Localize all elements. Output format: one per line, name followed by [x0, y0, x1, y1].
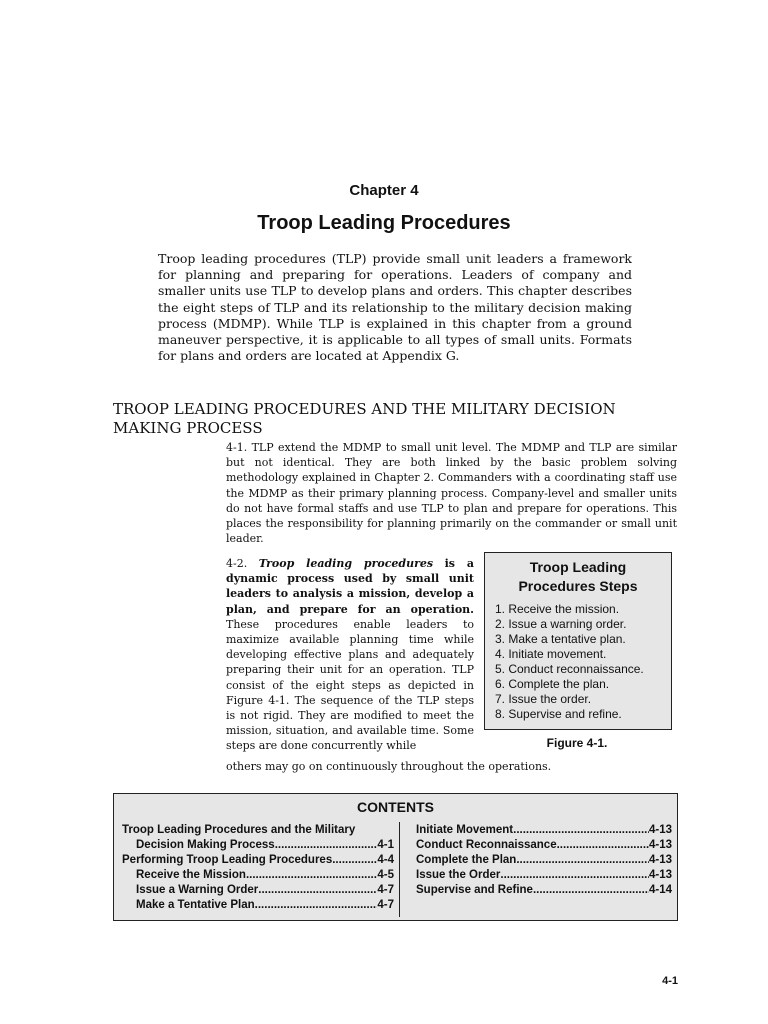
toc-label: Performing Troop Leading Procedures: [122, 854, 333, 866]
toc-leader: [533, 883, 649, 898]
step-item: 1. Receive the mission.: [495, 602, 620, 616]
toc-page: 4-13: [648, 839, 672, 851]
toc-entry[interactable]: [122, 823, 394, 838]
toc-leader: [246, 868, 377, 883]
contents-divider: [399, 822, 400, 917]
toc-page: 4-13: [648, 824, 672, 836]
step-item: 3. Make a tentative plan.: [495, 632, 626, 646]
definition-text: is a dynamic process used by small unit leaders to analysis a mission, develop a plan, and prepare for an operation.: [226, 557, 474, 616]
toc-page: 4-5: [377, 869, 394, 881]
step-item: 7. Issue the order.: [495, 692, 592, 706]
tlp-steps-figure: [484, 552, 672, 730]
toc-page: 4-13: [648, 854, 672, 866]
toc-page: 4-7: [377, 899, 394, 911]
step-item: 5. Conduct reconnaissance.: [495, 662, 644, 676]
toc-leader: [500, 868, 649, 883]
step-item: 2. Issue a warning order.: [495, 617, 627, 631]
paragraph-4-1: 4-1. TLP extend the MDMP to small unit level. The MDMP and TLP are similar but not identical. They are both linked by the basic problem solving methodology explained in Chapter 2. Commanders with a coordinating staff use the MDMP as their primary planning process. Company-level and smaller units do not have formal staffs and use TLP to plan and prepare for operations. This places the responsibility for planning primarily on the commander or small unit leader.: [226, 441, 677, 546]
contents-right-column: [416, 823, 672, 898]
toc-label: Conduct Reconnaissance: [416, 839, 557, 851]
paragraph-number: 4-2.: [226, 557, 248, 570]
toc-label: Complete the Plan: [416, 854, 517, 866]
toc-entry[interactable]: [416, 853, 672, 868]
chapter-label: Chapter 4: [349, 182, 419, 199]
figure-title-line-1: Troop Leading: [529, 559, 627, 575]
toc-leader: [516, 853, 649, 868]
paragraph-4-2: [226, 556, 474, 754]
toc-page: 4-4: [377, 854, 394, 866]
figure-title: [485, 558, 671, 596]
chapter-title: Troop Leading Procedures: [257, 212, 511, 234]
toc-label: Supervise and Refine: [416, 884, 533, 896]
toc-label: Issue the Order: [416, 869, 501, 881]
toc-entry[interactable]: [416, 823, 672, 838]
toc-entry[interactable]: [416, 838, 672, 853]
paragraph-4-2-continuation: others may go on continuously throughout the operations.: [226, 760, 552, 773]
toc-page: 4-13: [648, 869, 672, 881]
step-item: 6. Complete the plan.: [495, 677, 610, 691]
step-item: 4. Initiate movement.: [495, 647, 607, 661]
toc-leader: [255, 898, 378, 913]
contents-title: CONTENTS: [357, 799, 434, 815]
toc-leader: [258, 883, 377, 898]
toc-entry[interactable]: [122, 868, 394, 883]
toc-label: Receive the Mission: [136, 869, 246, 881]
section-heading: TROOP LEADING PROCEDURES AND THE MILITARY DECISION MAKING PROCESS: [113, 400, 616, 437]
toc-entry[interactable]: [122, 898, 394, 913]
toc-leader: [275, 838, 378, 853]
toc-leader: [332, 853, 377, 868]
toc-page: 4-1: [377, 839, 394, 851]
contents-left-column: [122, 823, 394, 913]
toc-entry[interactable]: [122, 853, 394, 868]
toc-entry[interactable]: [416, 883, 672, 898]
toc-entry[interactable]: [416, 868, 672, 883]
toc-entry[interactable]: [122, 838, 394, 853]
steps-list: [495, 602, 671, 722]
page-number: 4-1: [662, 975, 678, 987]
paragraph-body: These procedures enable leaders to maximize available planning time while developing effective plans and adequately preparing their unit for an operation. TLP consist of the eight steps as depicted in Figure 4-1. The sequence of the TLP steps is not rigid. They are modified to meet the mission, situation, and available time. Some steps are done concurrently while: [226, 617, 474, 753]
toc-page: 4-7: [377, 884, 394, 896]
figure-caption: Figure 4-1.: [546, 736, 608, 750]
defined-term: Troop leading procedures: [258, 557, 434, 570]
toc-leader: [513, 823, 649, 838]
toc-label: Decision Making Process: [136, 839, 275, 851]
figure-title-line-2: Procedures Steps: [518, 578, 638, 594]
toc-leader: [557, 838, 649, 853]
toc-entry[interactable]: [122, 883, 394, 898]
toc-label: Make a Tentative Plan: [136, 899, 255, 911]
step-item: 8. Supervise and refine.: [495, 707, 622, 721]
toc-label: Issue a Warning Order: [136, 884, 259, 896]
toc-page: 4-14: [648, 884, 672, 896]
intro-paragraph: Troop leading procedures (TLP) provide small unit leaders a framework for planning and preparing for operations. Leaders of company and smaller units use TLP to develop plans and orders. This chapter describes the eight steps of TLP and its relationship to the military decision making process (MDMP). While TLP is explained in this chapter from a ground maneuver perspective, it is applicable to all types of small units. Formats for plans and orders are located at Appendix G.: [158, 251, 632, 364]
toc-label: Troop Leading Procedures and the Military: [122, 824, 356, 836]
toc-label: Initiate Movement: [416, 824, 514, 836]
contents-box: [113, 793, 678, 921]
